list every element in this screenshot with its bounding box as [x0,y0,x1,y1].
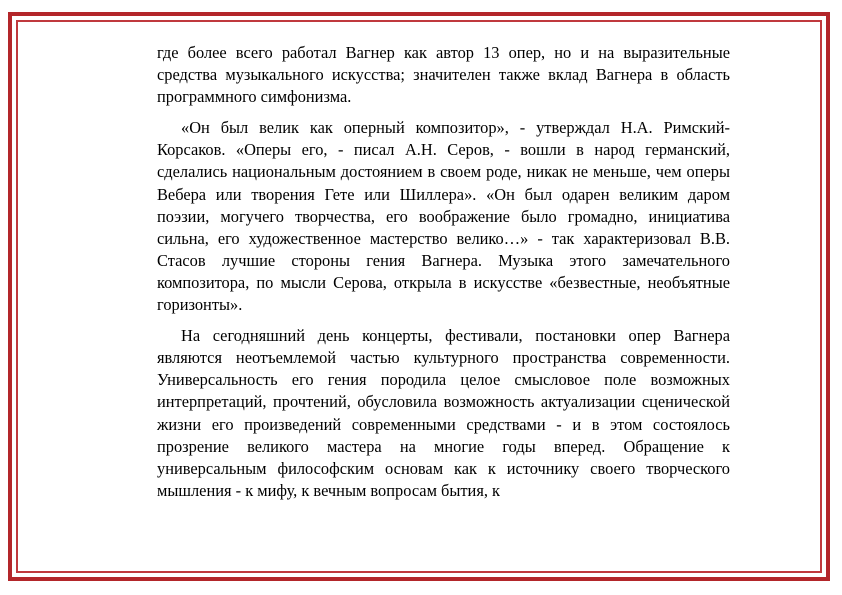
paragraph-modern-relevance: На сегодняшний день концерты, фестивали, постановки опер Вагнера являются неотъемлемой частью культурного пространства современности. Универсальность его гения породила целое смысловое поле возможных интерпретаций, прочтений, обусловила возможность актуализации сценической жизни его произведений современными средствами - и в этом состоялось прозрение великого мастера на многие годы вперед. Обращение к универсальным философским основам как к источнику своего творческого мышления - к мифу, к вечным вопросам бытия, к [157,326,730,500]
document-body [157,42,730,502]
paragraph-continuation: где более всего работал Вагнер как автор 13 опер, но и на выразительные средства музыкального искусства; значителен также вклад Вагнера в область программного симфонизма. [157,43,730,107]
paragraph-quotes: «Он был велик как оперный композитор», - утверждал Н.А. Римский-Корсаков. «Оперы его, - писал А.Н. Серов, - вошли в народ германский, сделались национальным достоянием в своем роде, никак не меньше, чем оперы Вебера или творения Гете или Шиллера». «Он был одарен великим даром поэзии, могучего творчества, его воображение было громадно, инициатива сильна, его художественное мастерство велико…» - так характеризовал В.В. Стасов лучшие стороны гения Вагнера. Музыка этого замечательного композитора, по мысли Серова, открыла в искусстве «безвестные, необъятные горизонты». [157,118,730,315]
